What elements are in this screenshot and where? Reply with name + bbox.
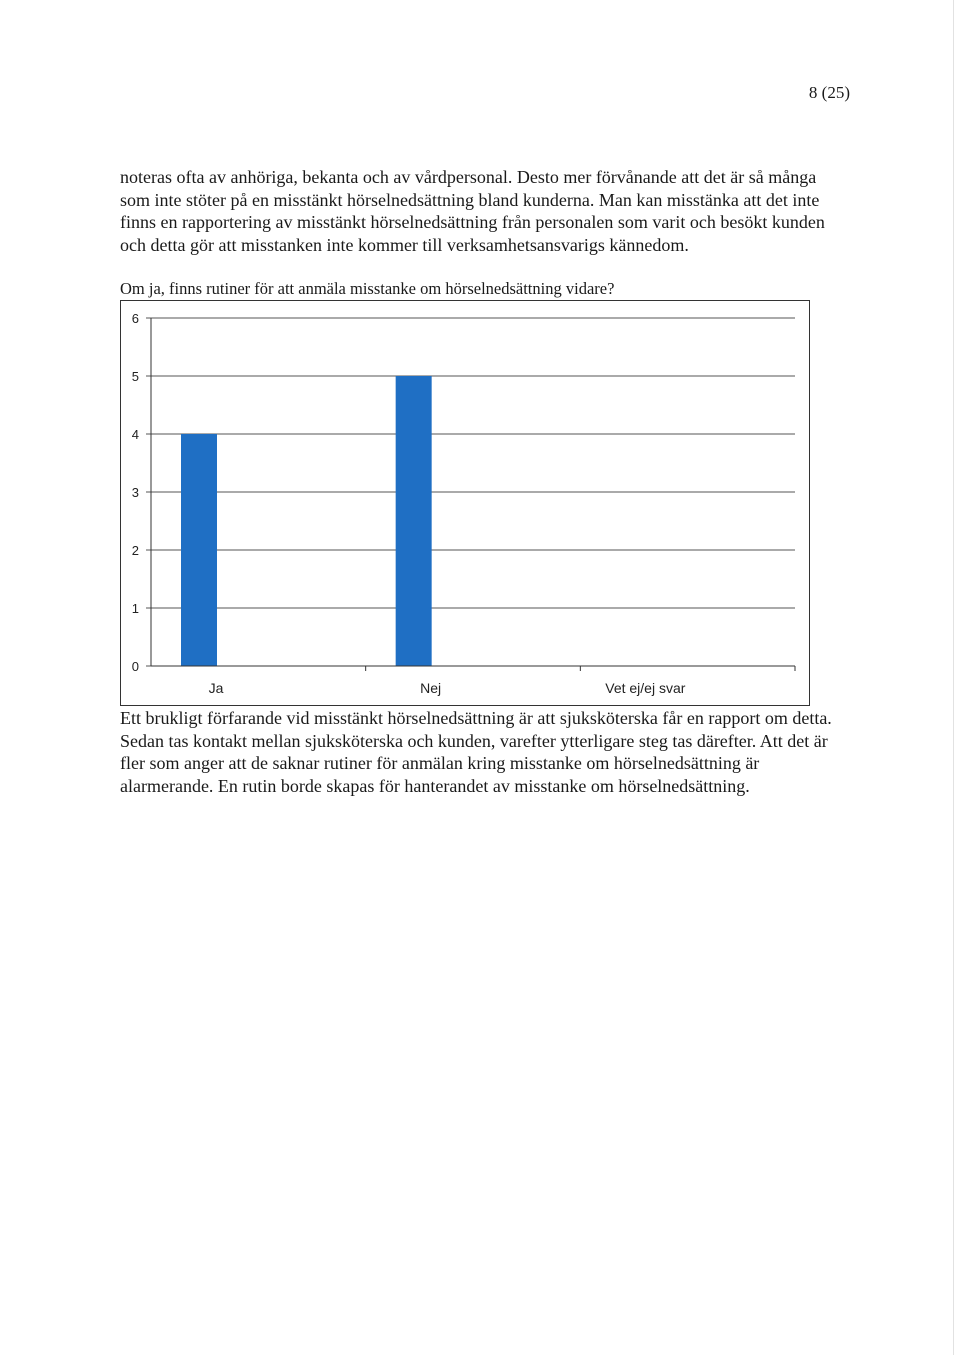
- axis-layer: [151, 318, 795, 671]
- y-tick-label: 0: [131, 659, 139, 674]
- grid-layer: [146, 318, 795, 666]
- bar-1: [181, 434, 217, 666]
- x-category-label: Vet ej/ej svar: [605, 680, 686, 696]
- bar-chart: [120, 300, 810, 706]
- scan-edge-line: [953, 0, 954, 1355]
- bar-2: [396, 376, 432, 666]
- y-tick-label: 5: [131, 369, 139, 384]
- y-tick-label: 4: [131, 427, 139, 442]
- y-tick-label: 2: [131, 543, 139, 558]
- intro-paragraph: noteras ofta av anhöriga, bekanta och av vårdpersonal. Desto mer förvånande att det är så många som inte stöter på en misstänkt hörselnedsättning bland kunderna. Man kan misstänka att det inte finns en rapportering av misstänkt hörselnedsättning från personalen som varit och besökt kunden och detta gör att misstanken inte kommer till verksamhetsansvarigs kännedom.: [120, 167, 825, 255]
- y-tick-label: 3: [131, 485, 139, 500]
- bar-chart-svg: [121, 301, 809, 705]
- x-category-label: Ja: [208, 680, 224, 696]
- x-category-label: Nej: [420, 680, 442, 696]
- conclusion-paragraph: Ett brukligt förfarande vid misstänkt hörselnedsättning är att sjuksköterska får en rapport om detta. Sedan tas kontakt mellan sjuksköterska och kunden, varefter ytterligare steg tas därefter. Att det är fler som anger att de saknar rutiner för anmälan kring misstanke om hörselnedsättning är alarmerande. En rutin borde skapas för hanterandet av misstanke om hörselnedsättning.: [120, 708, 832, 796]
- chart-title: Om ja, finns rutiner för att anmäla misstanke om hörselnedsättning vidare?: [120, 279, 615, 298]
- bar-layer: [181, 376, 432, 666]
- page-number: 8 (25): [808, 83, 850, 102]
- y-tick-label: 1: [131, 601, 139, 616]
- y-tick-label: 6: [131, 311, 139, 326]
